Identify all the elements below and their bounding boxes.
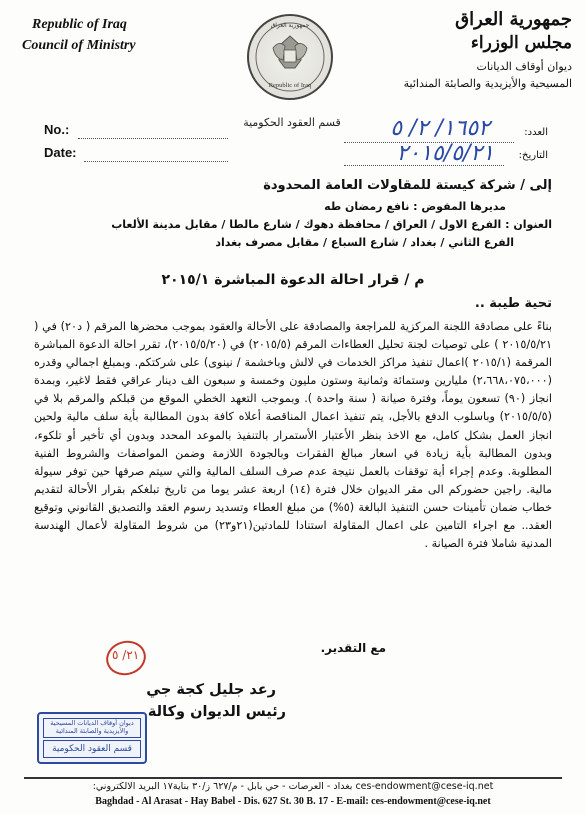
addressee-company: إلى / شركة كيستة للمقاولات العامة المحدودة (263, 178, 552, 193)
signatory-name: رعد جليل كجة جي (146, 682, 276, 698)
greeting: تحية طيبة .. (474, 296, 552, 311)
header-ar-diwan: ديوان أوقاف الديانات (476, 60, 572, 73)
stamp-top-text: ديوان أوقاف الديانات المسيحية والأيزيدية والصابئة المندائية (43, 718, 141, 738)
handwritten-number: ١٦٥٢/ ٢/ ٥ (390, 116, 490, 141)
header-ar-council: مجلس الوزراء (470, 33, 572, 53)
republic-seal-icon (247, 14, 333, 100)
date-label-ar: التاريخ: (518, 150, 548, 161)
letter-subject: م / قرار احالة الدعوة المباشرة ٢٠١٥/١ (161, 272, 425, 288)
header-arabic (382, 8, 572, 92)
seal-text-ar: جمهورية العراق (270, 22, 310, 29)
signatory-title: رئيس الديوان وكالة (147, 704, 286, 720)
department-stamp (37, 712, 147, 764)
number-label-en: No.: (44, 122, 70, 137)
header-ar-religions: المسيحية والأيزيدية والصابئة المندائية (403, 77, 572, 90)
stamp-bottom-text: قسم العقود الحكومية (43, 740, 141, 758)
number-line-en (78, 138, 228, 139)
annotation-text: ٢١/ ٥ (112, 648, 140, 662)
header-en-republic: Republic of Iraq (32, 17, 127, 32)
handwritten-date: ٢٠١٥/٥/٢١ (396, 141, 494, 166)
header-en-council: Council of Ministry (22, 38, 136, 53)
footer-divider (24, 777, 562, 779)
department-name: قسم العقود الحكومية (243, 116, 341, 129)
addressee-manager: مديرها المفوض : نافع رمضان طه (324, 200, 506, 213)
header-ar-republic: جمهورية العراق (455, 9, 572, 30)
header-english (22, 14, 136, 56)
addressee-address-2: الفرع الثاني / بغداد / شارع السباع / مقابل مصرف بغداد (215, 236, 514, 249)
addressee-address-1: العنوان : الفرع الاول / العراق / محافظة دهوك / شارع مالطا / مقابل مدينة الألعاب (111, 218, 552, 231)
date-label-en: Date: (44, 145, 77, 160)
date-line-en (84, 161, 228, 162)
number-label-ar: العدد: (524, 127, 548, 138)
footer-address-en: Baghdad - Al Arasat - Hay Babel - Dis. 627 St. 30 B. 17 - E-mail: ces-endowment@cese-iq.net (95, 796, 491, 807)
footer-address-ar: ces-endowment@cese-iq.net بغداد - العرصات - حي بابل - م/٦٢٧ ز/٣٠ بناية١٧ البريد الالكتروني: (92, 781, 494, 792)
closing: مع التقدير. (320, 641, 386, 655)
letter-body: بناءً على مصادقة اللجنة المركزية للمراجعة والمصادقة على الأحالة والعقود بموجب محضرها المرقم ( د٢٠) في ( ٢٠١٥/٥/٢١ ) على توصيات لجنة تحليل العطاءات المرقم (٢٠١٥/٥) في (٢٠١٥/٥/٢٠)، تقرر احالة الدعوة المباشرة المرقمة (٢٠١٥/١ )اعمال تنفيذ مراكز الخدمات في لالش وباخشمة / نينوى) على شركتكم. وبمبلغ اجمالي وقدره (٢،٦٦٨،٠٧٥،٠٠٠) مليارين وستمائة وثمانية وستون مليون وخمسة و سبعون الف دينار عراقي فقط لاغير، وبمدة انجاز (٩٠) تسعون يوماً، وفترة صيانة ( سنة واحدة ). وبموجب التعهد الخطي الموقع من قبلكم والمرقم بلا في (٢٠١٥/٥/٥) وباسلوب الدفع بالأجل، يتم تنفيذ اعمال المناقصة أعلاه كافة بدون المطالبة بأية سلف مالية ولحين انجاز العمل بشكل كامل، مع الاخذ بنظر الأعتبار الأستمرار بالتنفيذ بالموعد المحدد وبدون أي تأخير أو تلكوء، وبدون المطالبة بأية زيادة في اسعار مبالغ الفقرات وبالجودة اللازمة وضمن المواصفات والشروط الفنية المطلوبة. وعدم إجراء أية توقفات بالعمل نتيجة عدم صرف السلف المالية والتي سيتم صرفها حين توفر سيولة مالية. راجين حضوركم الى مقر الديوان خلال فترة (١٤) اربعة عشر يوما من تاريخ تبلغكم بقرار الأحالة لتقديم خطاب ضمان تأمينات حسن التنفيذ البالغة (٥%) من مبلغ العطاء وتسديد رسوم العقد والتصديق القانوني وتوقيع العقد.. مع اجراء التامين على اعمال المقاولة استنادا للمادتين(٢١و٢٣) من شروط المقاولة لأعمال الهندسة المدنية شاملا فترة الصيانة . (34, 320, 553, 551)
seal-text-en: Republic of Iraq (268, 82, 312, 89)
